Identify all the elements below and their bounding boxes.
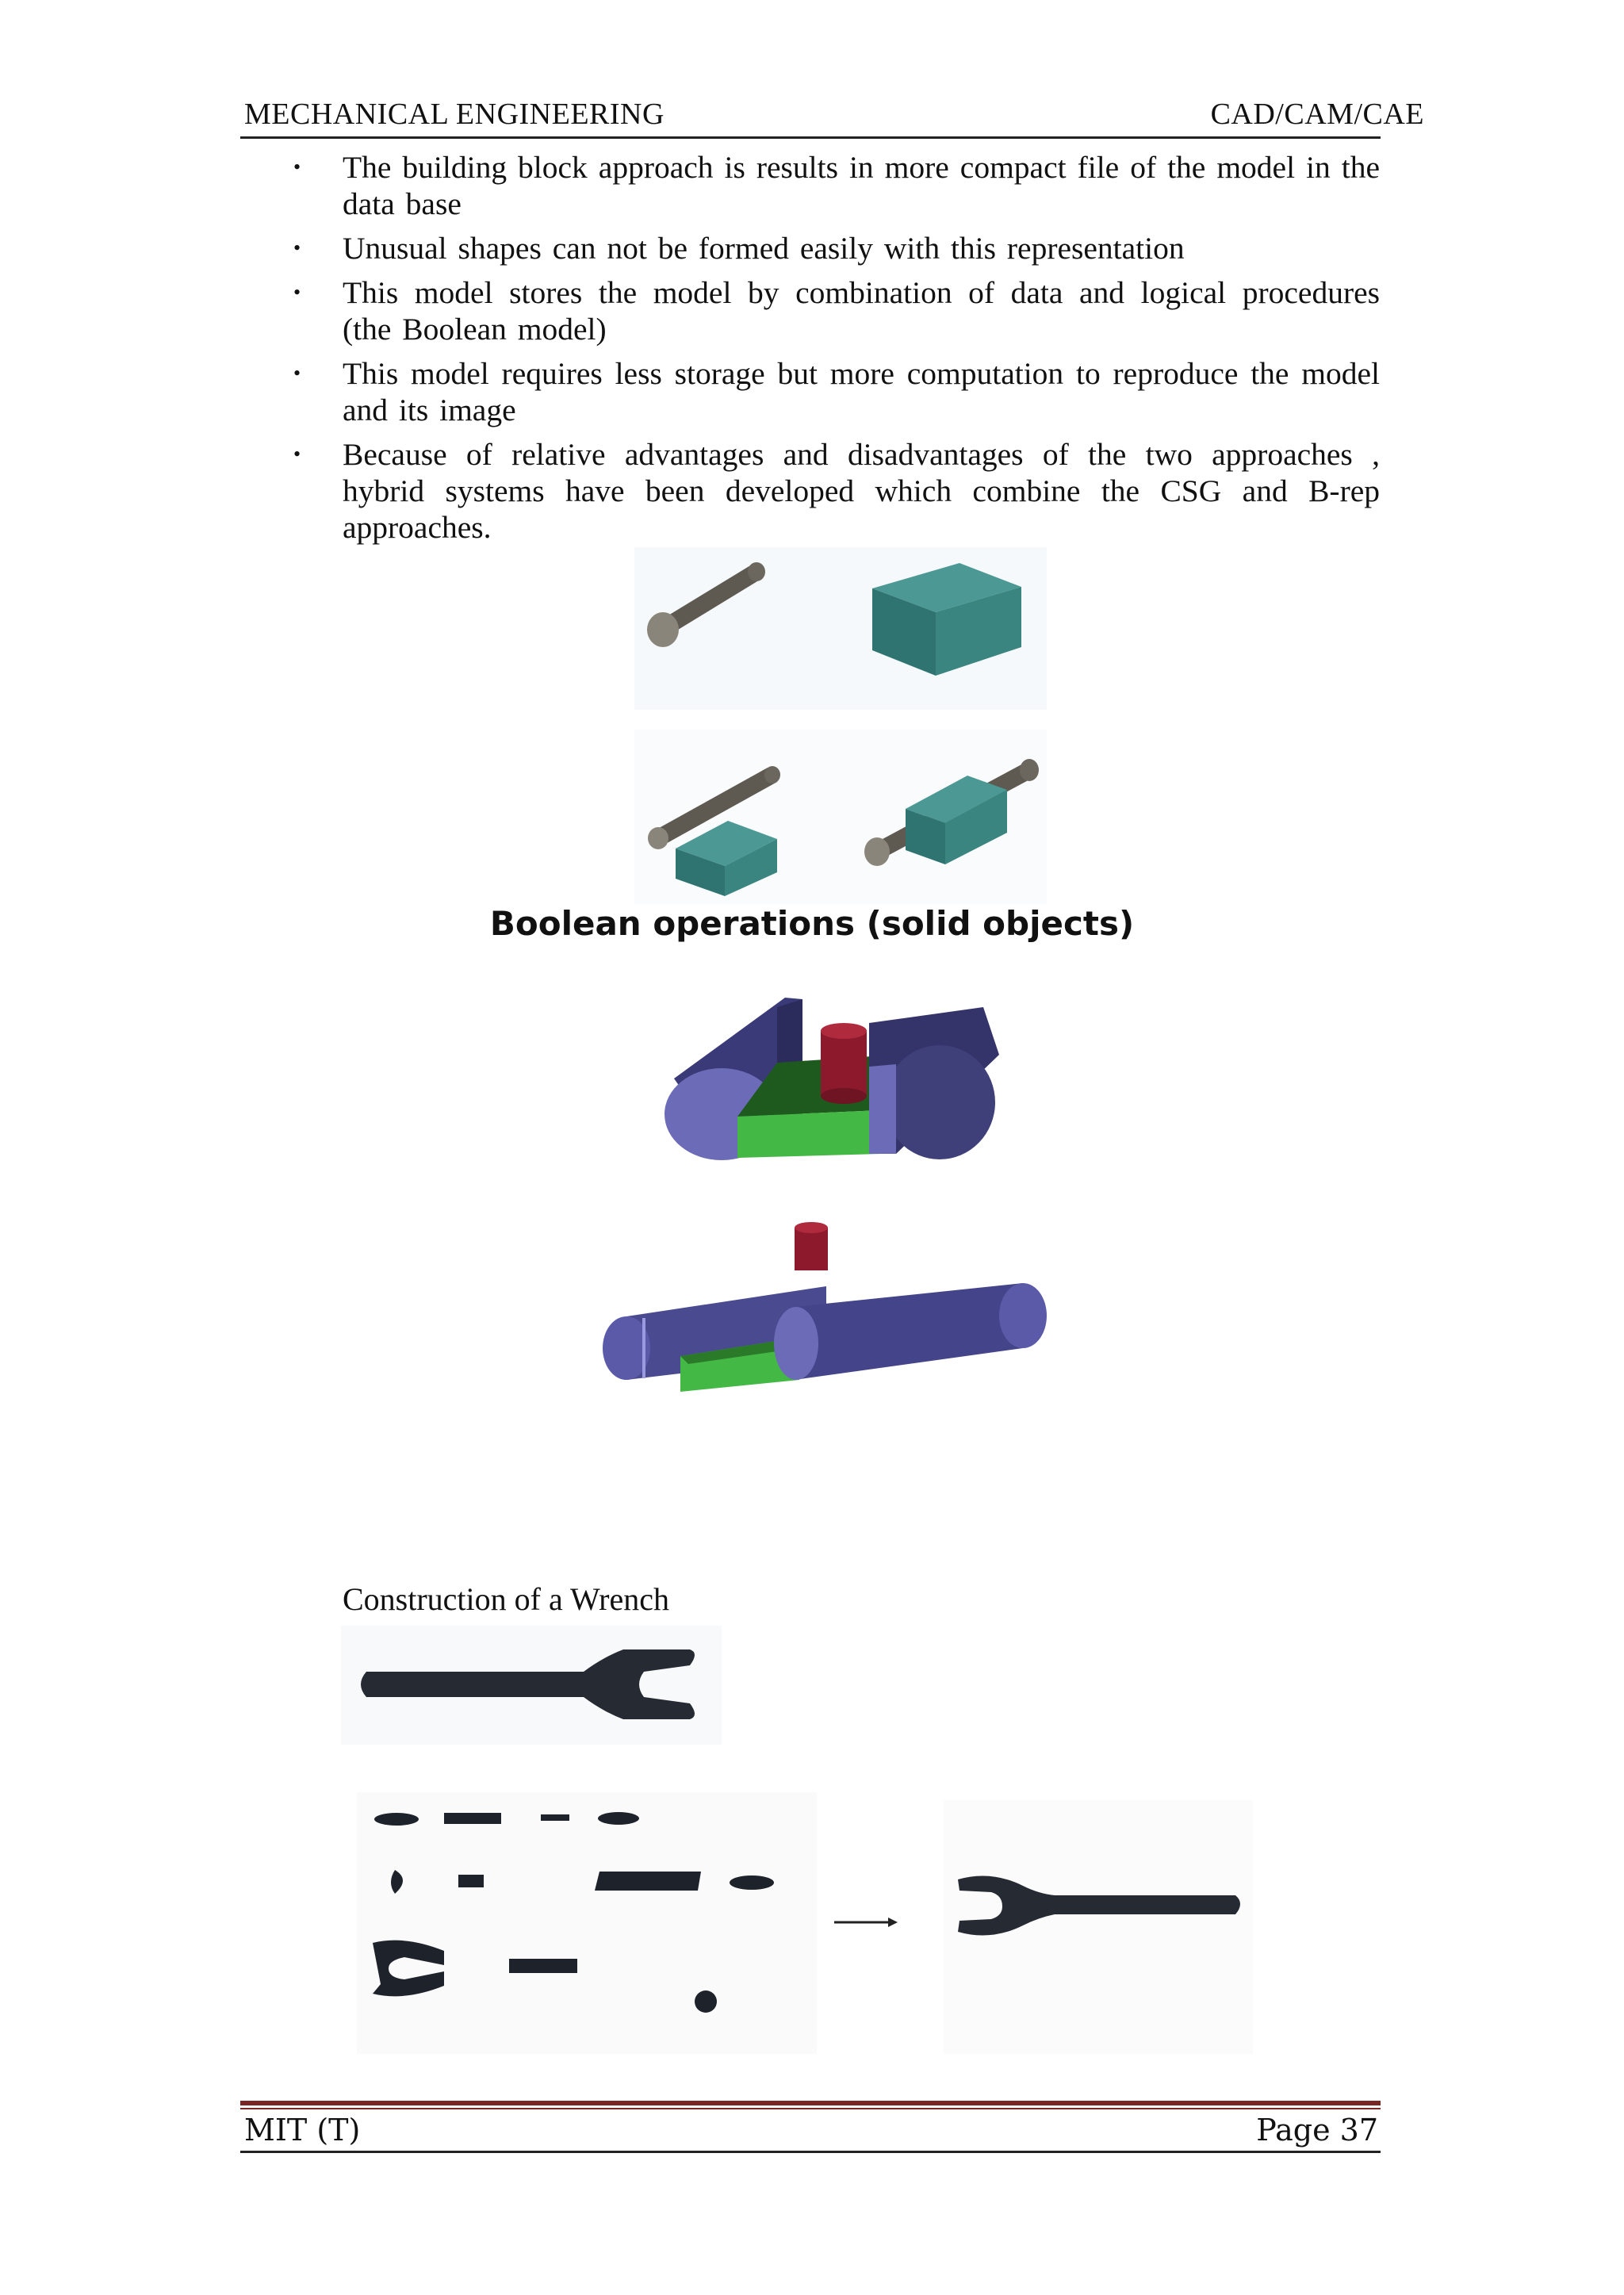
wrench-finished-figure	[341, 1626, 722, 1745]
boolean-caption: Boolean operations (solid objects)	[489, 904, 1135, 943]
csg-exploded-figure	[595, 1221, 1039, 1396]
bullet-item	[293, 355, 1380, 428]
bullet-dot: •	[293, 281, 301, 304]
footer-left: MIT (T)	[244, 2113, 361, 2147]
header-right: CAD/CAM/CAE	[1210, 98, 1424, 131]
header-left: MECHANICAL ENGINEERING	[244, 98, 665, 131]
bullet-list	[293, 141, 1380, 546]
wrench-primitives-figure	[357, 1792, 817, 2054]
arrow-icon	[834, 1914, 898, 1930]
header-rule	[240, 136, 1381, 139]
bullet-dot: •	[293, 362, 301, 385]
bullet-item	[293, 230, 1380, 266]
bullet-text: The building block approach is results in more compact file of the model in the data base	[343, 150, 1380, 221]
half-cylinder-right	[869, 1007, 999, 1159]
footer-rule-thick	[240, 2101, 1381, 2105]
bullet-dot: •	[293, 443, 301, 466]
footer-rule-bottom	[240, 2151, 1381, 2153]
footer-page-number: Page 37	[1256, 2113, 1378, 2147]
bullet-dot: •	[293, 155, 301, 178]
red-cylinder	[821, 1023, 867, 1104]
red-cylinder-small	[795, 1222, 828, 1270]
primitives-figure	[634, 547, 1047, 904]
bullet-text: Unusual shapes can not be formed easily with this representation	[343, 231, 1185, 266]
bullet-item	[293, 149, 1380, 222]
footer-rule-thin	[240, 2108, 1381, 2109]
wrench-title: Construction of a Wrench	[343, 1581, 669, 1617]
bullet-text: Because of relative advantages and disadvantages of the two approaches , hybrid systems have been developed which combine the CSG and B-rep approaches.	[343, 437, 1380, 545]
bullet-item	[293, 274, 1380, 347]
wrench-assembled-figure	[944, 1800, 1253, 2054]
bullet-item	[293, 436, 1380, 546]
bullet-text: This model requires less storage but more computation to reproduce the model and its image	[343, 356, 1380, 427]
bullet-dot: •	[293, 236, 301, 259]
bullet-text: This model stores the model by combination of data and logical procedures (the Boolean model)	[343, 275, 1380, 347]
csg-assembled-figure	[658, 991, 1007, 1182]
